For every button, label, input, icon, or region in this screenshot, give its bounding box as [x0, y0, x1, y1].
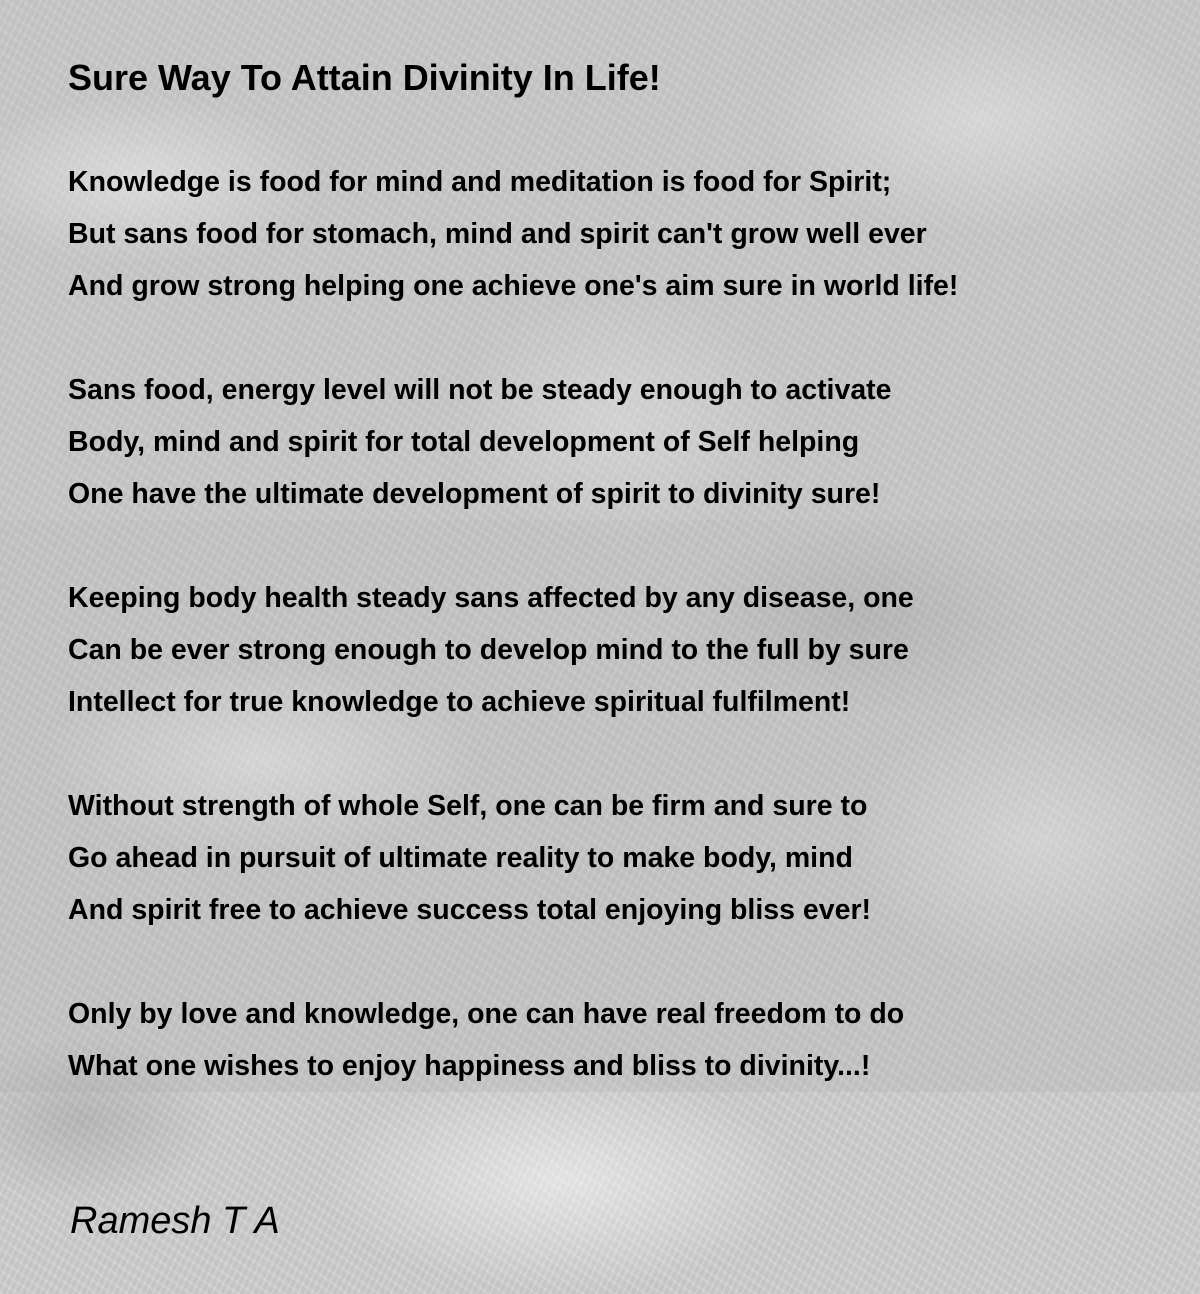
- stanza-1: [68, 156, 1168, 312]
- poem-line: But sans food for stomach, mind and spirit can't grow well ever: [68, 218, 927, 250]
- stanza-4: [68, 780, 1168, 936]
- poem-line: Sans food, energy level will not be steady enough to activate: [68, 374, 892, 406]
- poem-line: And spirit free to achieve success total enjoying bliss ever!: [68, 894, 872, 926]
- poem-stanzas: [68, 156, 1168, 1092]
- poem-body: [68, 54, 1168, 1144]
- poem-line: Without strength of whole Self, one can be firm and sure to: [68, 790, 868, 822]
- poem-line: Go ahead in pursuit of ultimate reality to make body, mind: [68, 842, 853, 874]
- poem-line: Only by love and knowledge, one can have real freedom to do: [68, 998, 905, 1030]
- poem-line: Knowledge is food for mind and meditation is food for Spirit;: [68, 166, 892, 198]
- poem-line: Can be ever strong enough to develop mind to the full by sure: [68, 634, 909, 666]
- poem-line: Keeping body health steady sans affected by any disease, one: [68, 582, 914, 614]
- stanza-3: [68, 572, 1168, 728]
- stanza-5: [68, 988, 1168, 1092]
- poem-line: What one wishes to enjoy happiness and bliss to divinity...!: [68, 1050, 871, 1082]
- poem-line: Intellect for true knowledge to achieve spiritual fulfilment!: [68, 686, 851, 718]
- poem-line: Body, mind and spirit for total development of Self helping: [68, 426, 860, 458]
- stanza-2: [68, 364, 1168, 520]
- poem-title: Sure Way To Attain Divinity In Life!: [68, 57, 661, 98]
- poem-line: And grow strong helping one achieve one's aim sure in world life!: [68, 270, 959, 302]
- poem-author: Ramesh T A: [70, 1200, 280, 1242]
- poem-line: One have the ultimate development of spirit to divinity sure!: [68, 478, 881, 510]
